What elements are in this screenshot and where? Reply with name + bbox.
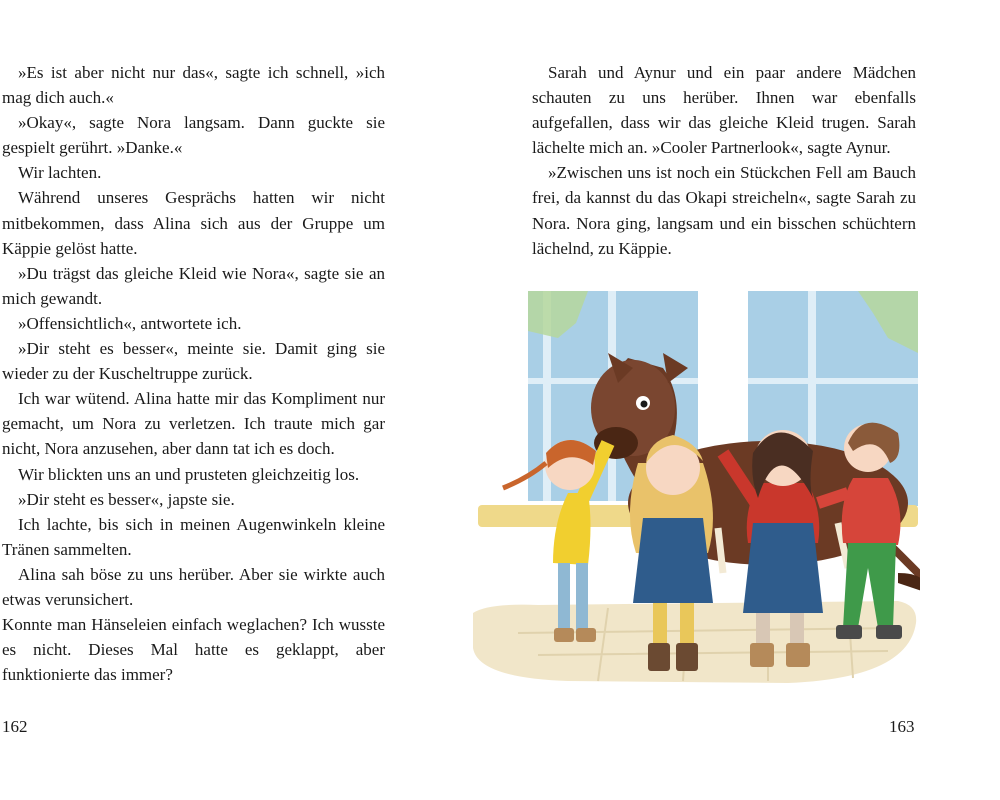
- paragraph: »Okay«, sagte Nora langsam. Dann guckte sie gespielt gerührt. »Danke.«: [2, 113, 385, 158]
- paragraph: »Es ist aber nicht nur das«, sagte ich schnell, »ich mag dich auch.«: [2, 63, 385, 108]
- paragraph: »Zwischen uns ist noch ein Stückchen Fell am Bauch frei, da kannst du das Okapi streicheln«, sagte Sarah zu Nora. Nora ging, langsam und ein bisschen schüchtern lächelnd, zu Käppie.: [532, 163, 916, 258]
- page-number: 162: [2, 717, 28, 736]
- paragraph: »Dir steht es besser«, meinte sie. Damit ging sie wieder zu der Kuscheltruppe zurück.: [2, 339, 385, 384]
- okapi-children-illustration: [458, 283, 920, 693]
- paragraph: Ich lachte, bis sich in meinen Augenwinkeln kleine Tränen sammelten.: [2, 514, 385, 559]
- paragraph: »Du trägst das gleiche Kleid wie Nora«, sagte sie an mich gewandt.: [2, 263, 385, 308]
- right-page: [500, 0, 1000, 800]
- paragraph: Während unseres Gesprächs hatten wir nicht mitbekommen, dass Alina sich aus der Gruppe um Käppie gelöst hatte.: [2, 188, 385, 258]
- paragraph: Ich war wütend. Alina hatte mir das Kompliment nur gemacht, um Nora zu verletzen. Ich traute mich gar nicht, Nora anzusehen, aber dann tat ich es doch.: [2, 389, 385, 459]
- left-page-text: [2, 60, 385, 687]
- paragraph: Alina sah böse zu uns herüber. Aber sie wirkte auch etwas verunsichert.: [2, 564, 385, 609]
- paragraph: Sarah und Aynur und ein paar andere Mädchen schauten zu uns herüber. Ihnen war ebenfalls aufgefallen, dass wir das gleiche Kleid trugen. Sarah lächelte mich an. »Cooler Partnerlook«, sagte Aynur.: [532, 63, 916, 158]
- page-number: 163: [889, 717, 915, 736]
- paragraph: »Offensichtlich«, antwortete ich.: [18, 313, 242, 333]
- paragraph: Wir blickten uns an und prusteten gleichzeitig los.: [18, 464, 360, 484]
- paragraph: »Dir steht es besser«, japste sie.: [18, 489, 235, 509]
- paragraph: Konnte man Hänseleien einfach weglachen? Ich wusste es nicht. Dieses Mal hatte es geklappt, aber funktionierte das immer?: [2, 615, 385, 685]
- paragraph: Wir lachten.: [18, 163, 102, 183]
- right-page-text: [532, 60, 916, 261]
